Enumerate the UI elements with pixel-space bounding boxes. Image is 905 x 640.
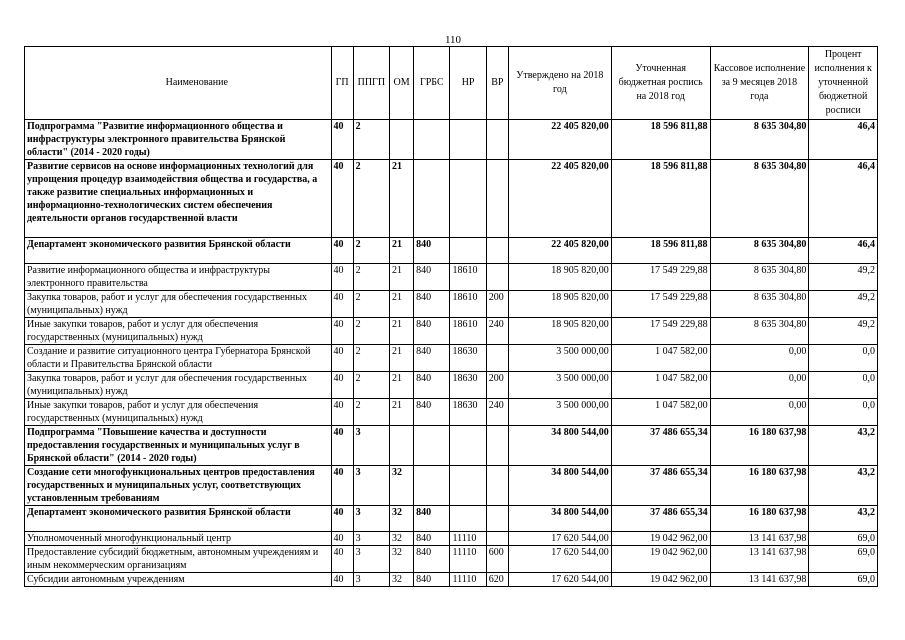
row-approved: 18 905 820,00 [508, 264, 611, 291]
row-grbs: 840 [414, 573, 450, 587]
row-cash: 8 635 304,80 [710, 291, 809, 318]
row-np: 18610 [450, 318, 486, 345]
row-ppgp: 2 [353, 160, 389, 238]
row-ppgp: 2 [353, 238, 389, 264]
row-percent: 49,2 [809, 264, 878, 291]
row-gp: 40 [331, 372, 353, 399]
row-name: Субсидии автономным учреждениям [25, 573, 332, 587]
row-name: Закупка товаров, работ и услуг для обеспечения государственных (муниципальных) нужд [25, 291, 332, 318]
table-row [25, 466, 878, 506]
row-np: 11110 [450, 546, 486, 573]
row-np: 18610 [450, 291, 486, 318]
row-gp: 40 [331, 399, 353, 426]
header-percent: Процент исполнения к уточненной бюджетной росписи [809, 47, 878, 120]
row-om: 21 [389, 399, 413, 426]
row-percent: 0,0 [809, 345, 878, 372]
row-gp: 40 [331, 573, 353, 587]
row-percent: 49,2 [809, 318, 878, 345]
row-name: Предоставление субсидий бюджетным, автономным учреждениям и иным некоммерческим организациям [25, 546, 332, 573]
row-name: Создание и развитие ситуационного центра Губернатора Брянской области и Правительства Брянской области [25, 345, 332, 372]
row-grbs: 840 [414, 372, 450, 399]
row-vr: 240 [486, 399, 508, 426]
row-vr [486, 532, 508, 546]
header-name: Наименование [25, 47, 332, 120]
row-vr [486, 120, 508, 160]
row-vr [486, 466, 508, 506]
row-vr: 200 [486, 372, 508, 399]
row-name: Развитие информационного общества и инфраструктуры электронного правительства [25, 264, 332, 291]
row-om: 32 [389, 573, 413, 587]
header-gp: ГП [331, 47, 353, 120]
row-cash: 8 635 304,80 [710, 238, 809, 264]
header-row [25, 47, 878, 120]
row-vr [486, 345, 508, 372]
row-approved: 34 800 544,00 [508, 466, 611, 506]
row-cash: 8 635 304,80 [710, 318, 809, 345]
row-ppgp: 3 [353, 573, 389, 587]
row-ppgp: 2 [353, 318, 389, 345]
row-cash: 16 180 637,98 [710, 506, 809, 532]
row-refined: 19 042 962,00 [611, 532, 710, 546]
row-ppgp: 2 [353, 399, 389, 426]
row-percent: 69,0 [809, 532, 878, 546]
row-refined: 1 047 582,00 [611, 345, 710, 372]
row-grbs: 840 [414, 546, 450, 573]
row-vr: 620 [486, 573, 508, 587]
row-name: Департамент экономического развития Брянской области [25, 238, 332, 264]
row-gp: 40 [331, 466, 353, 506]
row-vr: 240 [486, 318, 508, 345]
row-gp: 40 [331, 532, 353, 546]
row-name: Развитие сервисов на основе информационных технологий для упрощения процедур взаимодействия общества и государства, а также развитие специальных информационных и информационно-технологических систем обеспечения деятельности органов государственной власти [25, 160, 332, 238]
row-np [450, 466, 486, 506]
table-row [25, 120, 878, 160]
row-approved: 3 500 000,00 [508, 372, 611, 399]
header-om: ОМ [389, 47, 413, 120]
row-om: 21 [389, 291, 413, 318]
row-om [389, 426, 413, 466]
row-vr [486, 264, 508, 291]
row-approved: 22 405 820,00 [508, 160, 611, 238]
row-om: 32 [389, 546, 413, 573]
row-name: Иные закупки товаров, работ и услуг для обеспечения государственных (муниципальных) нужд [25, 318, 332, 345]
row-percent: 46,4 [809, 120, 878, 160]
row-np: 18630 [450, 345, 486, 372]
row-name: Департамент экономического развития Брянской области [25, 506, 332, 532]
row-gp: 40 [331, 318, 353, 345]
row-gp: 40 [331, 160, 353, 238]
row-refined: 1 047 582,00 [611, 372, 710, 399]
row-cash: 16 180 637,98 [710, 466, 809, 506]
row-ppgp: 3 [353, 426, 389, 466]
row-grbs: 840 [414, 506, 450, 532]
row-gp: 40 [331, 345, 353, 372]
row-percent: 43,2 [809, 506, 878, 532]
table-row [25, 573, 878, 587]
row-name: Подпрограмма "Развитие информационного общества и инфраструктуры электронного правительства Брянской области" (2014 - 2020 годы) [25, 120, 332, 160]
row-ppgp: 3 [353, 546, 389, 573]
row-grbs: 840 [414, 291, 450, 318]
row-gp: 40 [331, 264, 353, 291]
table-row [25, 426, 878, 466]
row-percent: 0,0 [809, 399, 878, 426]
row-np: 11110 [450, 532, 486, 546]
row-refined: 19 042 962,00 [611, 573, 710, 587]
row-vr [486, 506, 508, 532]
row-percent: 69,0 [809, 546, 878, 573]
row-percent: 0,0 [809, 372, 878, 399]
row-ppgp: 2 [353, 120, 389, 160]
row-approved: 17 620 544,00 [508, 532, 611, 546]
row-np: 11110 [450, 573, 486, 587]
row-grbs [414, 120, 450, 160]
row-refined: 17 549 229,88 [611, 291, 710, 318]
row-name: Уполномоченный многофункциональный центр [25, 532, 332, 546]
row-name: Иные закупки товаров, работ и услуг для обеспечения государственных (муниципальных) нужд [25, 399, 332, 426]
row-np [450, 160, 486, 238]
row-om: 21 [389, 318, 413, 345]
row-refined: 19 042 962,00 [611, 546, 710, 573]
header-vr: ВР [486, 47, 508, 120]
table-row [25, 160, 878, 238]
row-vr [486, 238, 508, 264]
row-np: 18630 [450, 372, 486, 399]
row-np [450, 120, 486, 160]
row-approved: 18 905 820,00 [508, 291, 611, 318]
row-np: 18610 [450, 264, 486, 291]
row-grbs [414, 466, 450, 506]
row-np [450, 426, 486, 466]
row-grbs: 840 [414, 238, 450, 264]
row-grbs [414, 160, 450, 238]
row-refined: 17 549 229,88 [611, 264, 710, 291]
row-ppgp: 3 [353, 466, 389, 506]
table-row [25, 238, 878, 264]
row-om: 32 [389, 532, 413, 546]
row-cash: 0,00 [710, 399, 809, 426]
row-cash: 0,00 [710, 345, 809, 372]
row-cash: 13 141 637,98 [710, 546, 809, 573]
table-row [25, 291, 878, 318]
row-ppgp: 2 [353, 345, 389, 372]
header-ppgp: ППГП [353, 47, 389, 120]
table-row [25, 264, 878, 291]
row-cash: 16 180 637,98 [710, 426, 809, 466]
row-refined: 17 549 229,88 [611, 318, 710, 345]
row-vr [486, 426, 508, 466]
row-name: Закупка товаров, работ и услуг для обеспечения государственных (муниципальных) нужд [25, 372, 332, 399]
row-cash: 13 141 637,98 [710, 532, 809, 546]
row-om: 21 [389, 345, 413, 372]
row-gp: 40 [331, 426, 353, 466]
row-cash: 13 141 637,98 [710, 573, 809, 587]
budget-execution-table [24, 46, 878, 587]
row-approved: 22 405 820,00 [508, 120, 611, 160]
row-grbs: 840 [414, 345, 450, 372]
row-cash: 8 635 304,80 [710, 160, 809, 238]
table-row [25, 546, 878, 573]
row-gp: 40 [331, 506, 353, 532]
row-om [389, 120, 413, 160]
row-cash: 8 635 304,80 [710, 120, 809, 160]
row-om: 21 [389, 160, 413, 238]
row-approved: 3 500 000,00 [508, 345, 611, 372]
header-cash: Кассовое исполнение за 9 месяцев 2018 года [710, 47, 809, 120]
table-row [25, 506, 878, 532]
table-body [25, 120, 878, 587]
row-name: Подпрограмма "Повышение качества и доступности предоставления государственных и муниципальных услуг в Брянской области" (2014 - 2020 годы) [25, 426, 332, 466]
row-np: 18630 [450, 399, 486, 426]
row-cash: 0,00 [710, 372, 809, 399]
row-refined: 18 596 811,88 [611, 120, 710, 160]
table-row [25, 318, 878, 345]
row-ppgp: 3 [353, 506, 389, 532]
row-grbs: 840 [414, 318, 450, 345]
row-vr: 200 [486, 291, 508, 318]
page-number: 110 [444, 34, 462, 46]
row-np [450, 506, 486, 532]
row-refined: 37 486 655,34 [611, 426, 710, 466]
row-grbs: 840 [414, 532, 450, 546]
row-om: 32 [389, 506, 413, 532]
row-gp: 40 [331, 291, 353, 318]
row-percent: 43,2 [809, 466, 878, 506]
row-ppgp: 2 [353, 264, 389, 291]
row-percent: 69,0 [809, 573, 878, 587]
row-om: 21 [389, 264, 413, 291]
row-grbs: 840 [414, 399, 450, 426]
row-percent: 46,4 [809, 160, 878, 238]
row-approved: 34 800 544,00 [508, 506, 611, 532]
row-refined: 1 047 582,00 [611, 399, 710, 426]
row-refined: 18 596 811,88 [611, 160, 710, 238]
row-percent: 46,4 [809, 238, 878, 264]
row-grbs: 840 [414, 264, 450, 291]
row-ppgp: 2 [353, 291, 389, 318]
row-vr: 600 [486, 546, 508, 573]
table-row [25, 399, 878, 426]
header-np: НР [450, 47, 486, 120]
header-grbs: ГРБС [414, 47, 450, 120]
row-grbs [414, 426, 450, 466]
row-ppgp: 2 [353, 372, 389, 399]
row-om: 32 [389, 466, 413, 506]
row-refined: 37 486 655,34 [611, 506, 710, 532]
row-gp: 40 [331, 238, 353, 264]
row-percent: 49,2 [809, 291, 878, 318]
row-refined: 18 596 811,88 [611, 238, 710, 264]
row-ppgp: 3 [353, 532, 389, 546]
row-name: Создание сети многофункциональных центров предоставления государственных и муниципальных услуг, соответствующих установленным требованиям [25, 466, 332, 506]
row-np [450, 238, 486, 264]
row-om: 21 [389, 238, 413, 264]
row-percent: 43,2 [809, 426, 878, 466]
table-row [25, 372, 878, 399]
row-refined: 37 486 655,34 [611, 466, 710, 506]
header-approved: Утверждено на 2018 год [508, 47, 611, 120]
row-approved: 22 405 820,00 [508, 238, 611, 264]
row-approved: 34 800 544,00 [508, 426, 611, 466]
row-approved: 17 620 544,00 [508, 573, 611, 587]
row-cash: 8 635 304,80 [710, 264, 809, 291]
row-gp: 40 [331, 120, 353, 160]
table-row [25, 532, 878, 546]
row-vr [486, 160, 508, 238]
row-approved: 18 905 820,00 [508, 318, 611, 345]
row-gp: 40 [331, 546, 353, 573]
row-om: 21 [389, 372, 413, 399]
table-row [25, 345, 878, 372]
header-refined: Уточненная бюджетная роспись на 2018 год [611, 47, 710, 120]
row-approved: 17 620 544,00 [508, 546, 611, 573]
row-approved: 3 500 000,00 [508, 399, 611, 426]
